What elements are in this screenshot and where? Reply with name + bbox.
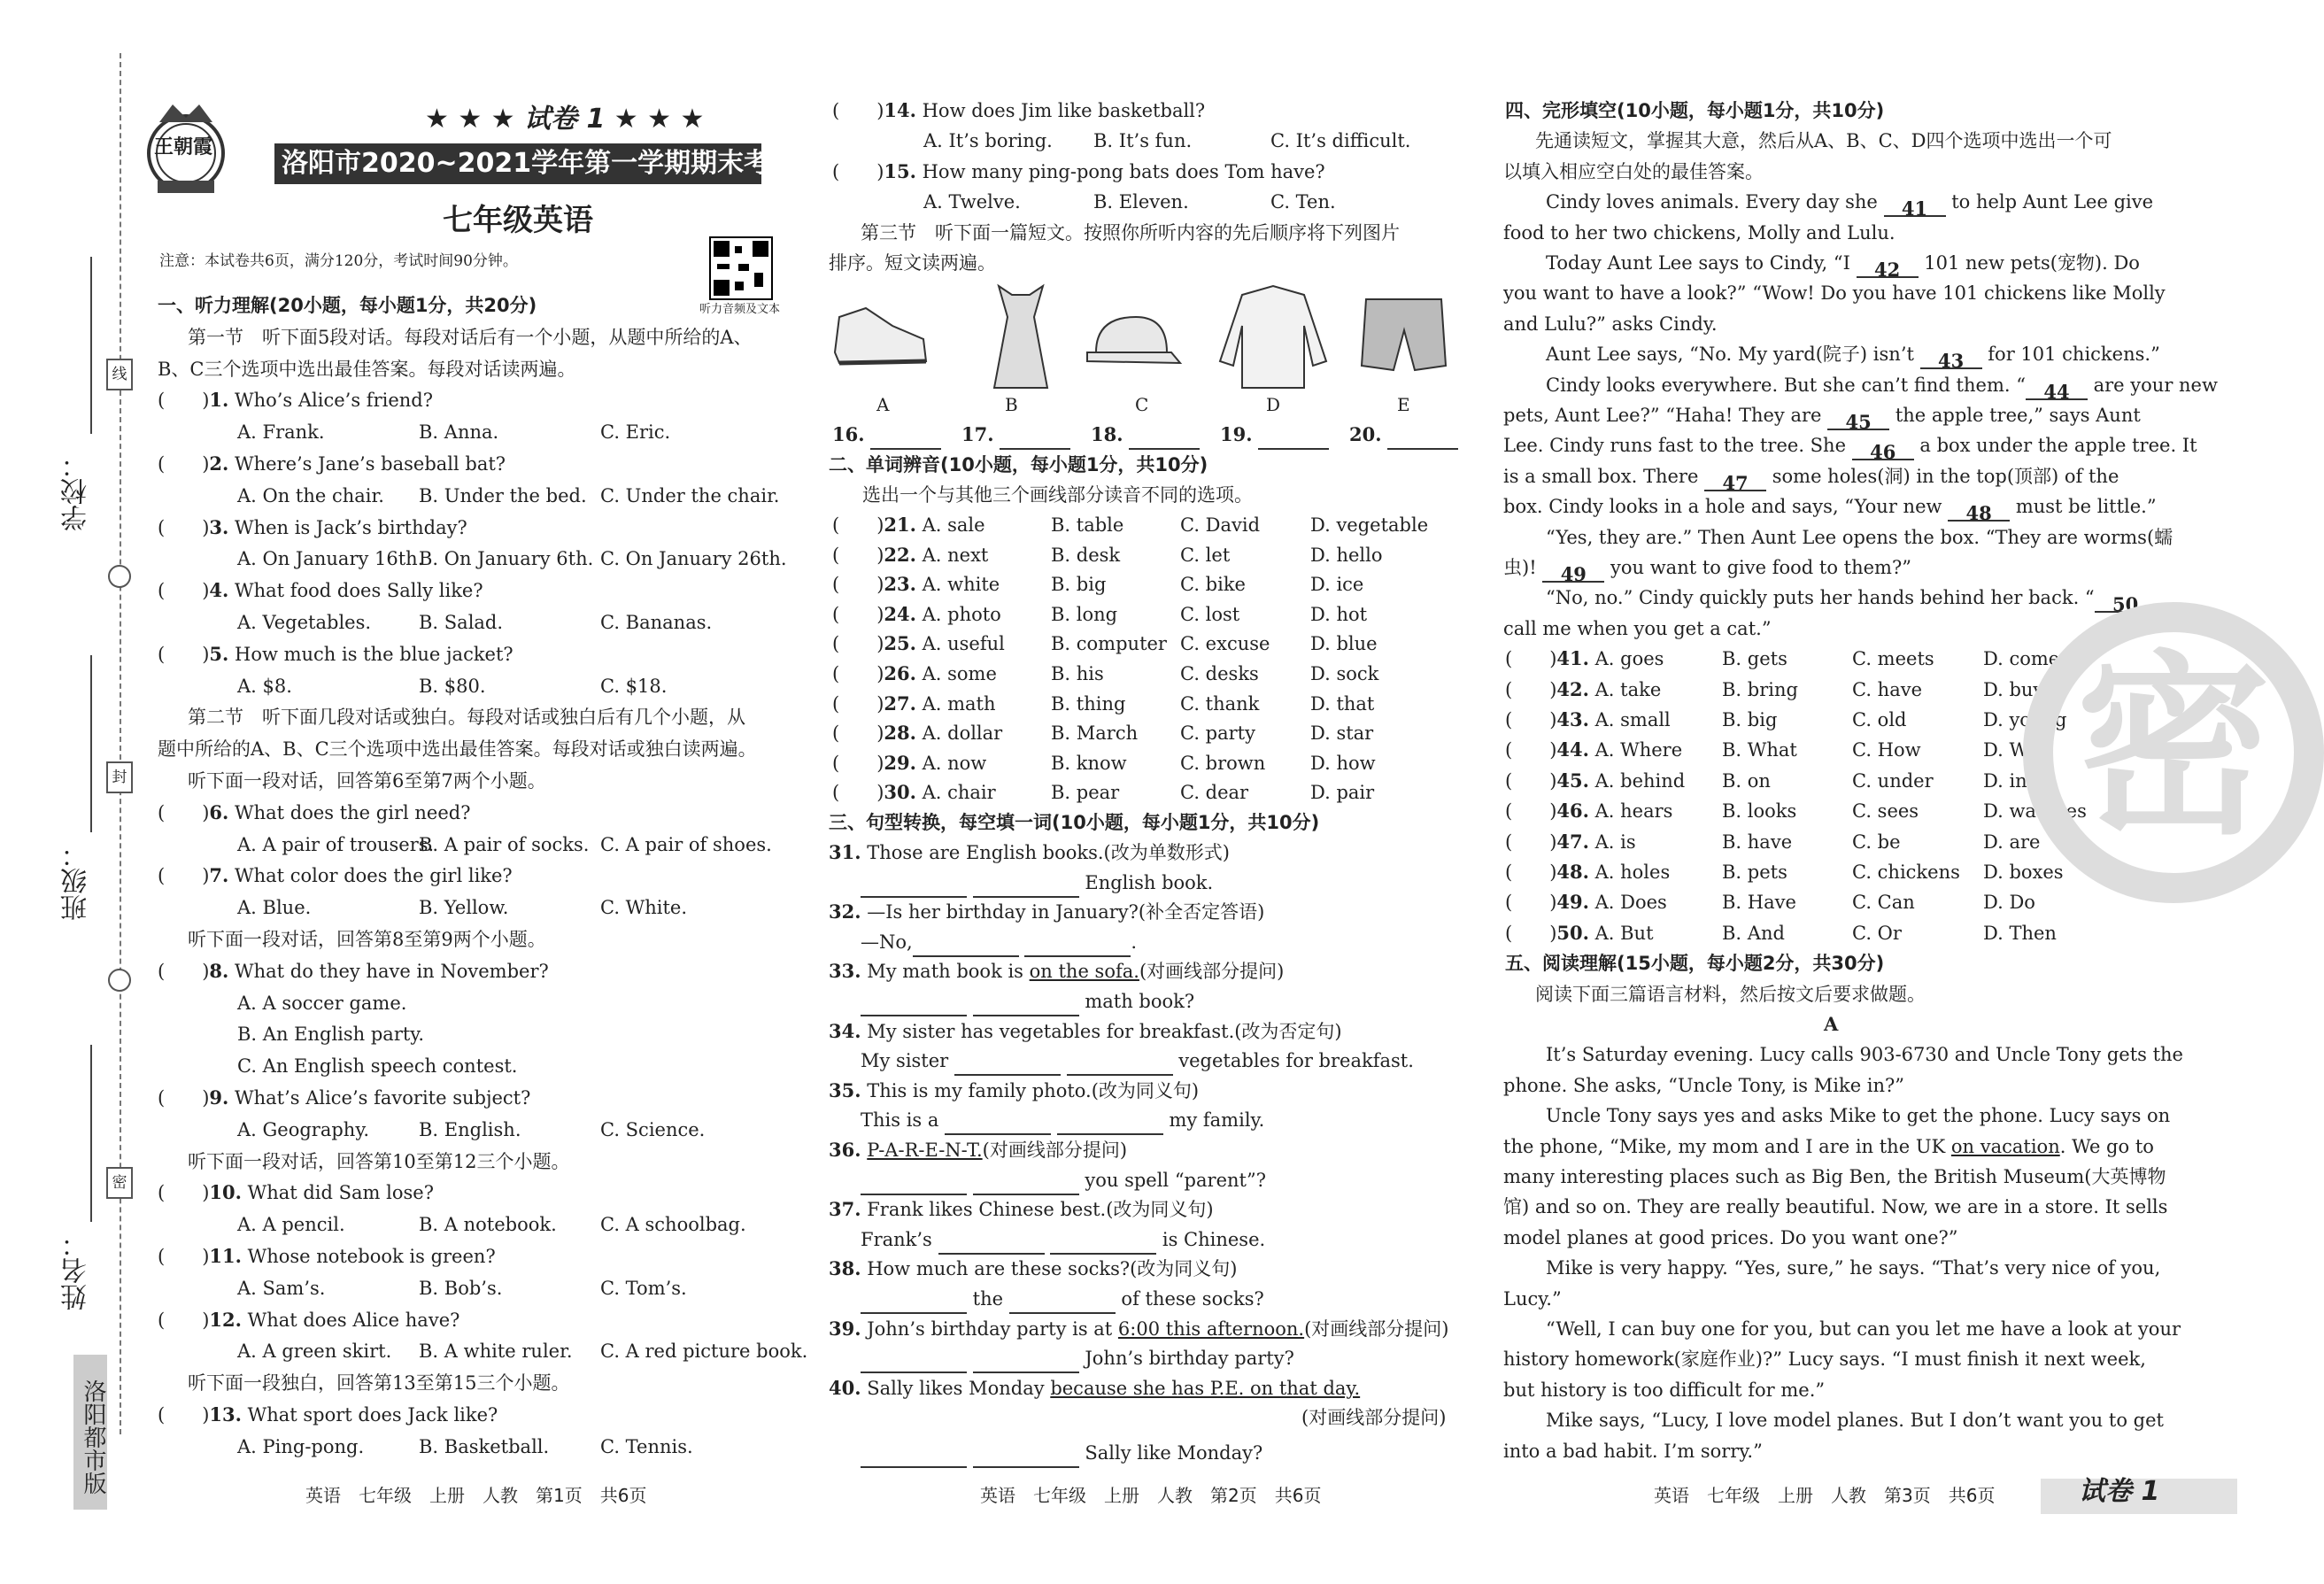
- answer-blank: English book.: [861, 868, 1213, 898]
- answer-blank: John’s birthday party?: [861, 1343, 1294, 1373]
- passage-line: Lucy.”: [1503, 1287, 1562, 1310]
- school-label: 学校：: [61, 452, 92, 531]
- answer-option: C. party: [1180, 722, 1255, 745]
- answer-option: C. old: [1852, 709, 1907, 730]
- question-13: ( )13. What sport does Jack like?: [158, 1403, 498, 1426]
- question-29: ( )29. A. now: [832, 751, 987, 774]
- section-heading: 四、完形填空(10小题，每小题1分，共10分): [1505, 100, 1885, 121]
- cloze-line: Aunt Lee says, “No. My yard(院子) isn’t 43 for 101 chickens.”: [1546, 344, 2160, 373]
- answer-option: A. Vegetables.: [237, 612, 372, 633]
- cap-picture: [1087, 317, 1180, 363]
- answer-option: C. under: [1852, 769, 1934, 792]
- cloze-line: Cindy looks everywhere. But she can’t find them. “ 44 are your new: [1546, 374, 2218, 403]
- answer-option: B. pear: [1051, 782, 1120, 804]
- answer-option: D. are: [1983, 831, 2041, 853]
- answer-option: C. $18.: [600, 675, 668, 697]
- question-36: 36. P-A-R-E-N-T.(对画线部分提问): [829, 1139, 1128, 1161]
- shorts-picture: [1362, 299, 1446, 370]
- answer-option: C. thank: [1180, 692, 1260, 715]
- answer-option: C. desks: [1180, 663, 1259, 684]
- order-blank-18: 18.: [1091, 420, 1200, 450]
- cut-line: [120, 53, 121, 1434]
- question-43: ( )43. A. small: [1505, 708, 1671, 730]
- instruction: 排序。短文读两遍。: [829, 252, 996, 274]
- answer-option: C. David: [1180, 514, 1261, 536]
- passage-line: model planes at good prices. Do you want one?”: [1503, 1226, 1958, 1248]
- answer-option: B. A white ruler.: [419, 1341, 573, 1363]
- answer-option: C. brown: [1180, 752, 1266, 774]
- answer-option: D. that: [1310, 692, 1375, 715]
- section-heading: 三、句型转换，每空填一词(10小题，每小题1分，共10分): [829, 812, 1320, 833]
- answer-option: C. Tennis.: [600, 1435, 693, 1457]
- answer-option: B. A pair of socks.: [419, 833, 590, 855]
- answer-option: D. buy: [1983, 678, 2044, 700]
- answer-option: B. Anna.: [419, 421, 499, 444]
- answer-option: D. Then: [1983, 922, 2057, 944]
- answer-blank: Frank’s is Chinese.: [861, 1225, 1265, 1255]
- question-11: ( )11. Whose notebook is green?: [158, 1245, 496, 1267]
- shoes-picture: [835, 308, 926, 363]
- instruction: 第二节 听下面几段对话或独白。每段对话或独白后有几个小题，从: [188, 707, 745, 729]
- cloze-line: call me when you get a cat.”: [1503, 617, 1772, 639]
- instruction: 阅读下面三篇语言材料，然后按文后要求做题。: [1535, 983, 1926, 1005]
- footer-tag: 试卷 1: [2079, 1476, 2160, 1507]
- answer-option: B. his: [1051, 663, 1104, 684]
- instruction: 先通读短文，掌握其大意，然后从A、B、C、D四个选项中选出一个可: [1535, 130, 2112, 152]
- cloze-line: “Yes, they are.” Then Aunt Lee opens the box. “They are worms(蠕: [1546, 526, 2173, 548]
- passage-line: Mike is very happy. “Yes, sure,” he says. “That’s very nice of you,: [1546, 1257, 2161, 1279]
- answer-blank: math book?: [861, 986, 1194, 1016]
- answer-option: D. vegetable: [1310, 514, 1429, 536]
- order-blank-20: 20.: [1349, 420, 1458, 450]
- question-40: 40. Sally likes Monday because she has P.E. on that day.: [829, 1376, 1361, 1399]
- question-45: ( )45. A. behind: [1505, 769, 1686, 792]
- instruction: 选出一个与其他三个画线部分读音不同的选项。: [862, 484, 1253, 506]
- answer-option: B. bring: [1722, 678, 1798, 700]
- answer-option: B. Eleven.: [1093, 191, 1189, 213]
- answer-option: B. big: [1051, 574, 1107, 596]
- instruction: 第三节 听下面一篇短文。按照你所听内容的先后顺序将下列图片: [861, 221, 1400, 243]
- answer-option: D. sock: [1310, 663, 1379, 684]
- edition-label: 洛阳都市版: [73, 1355, 107, 1510]
- answer-option: B. thing: [1051, 692, 1126, 715]
- answer-option: C. lost: [1180, 603, 1240, 625]
- order-blanks: [830, 420, 1450, 450]
- question-9: ( )9. What’s Alice’s favorite subject?: [158, 1086, 531, 1109]
- answer-option: C. be: [1852, 831, 1901, 853]
- answer-option: B. long: [1051, 603, 1118, 625]
- instruction: 听下面一段对话，回答第10至第12三个小题。: [188, 1150, 570, 1172]
- answer-option: B. On January 6th.: [419, 548, 594, 570]
- cloze-line: you want to have a look?” “Wow! Do you have 101 chickens like Molly: [1503, 282, 2166, 305]
- question-47: ( )47. A. is: [1505, 830, 1636, 853]
- answer-option: C. sees: [1852, 800, 1919, 823]
- answer-blank: Sally like Monday?: [861, 1438, 1262, 1468]
- answer-option: A. A pencil.: [237, 1214, 345, 1236]
- question-35: 35. This is my family photo.(改为同义句): [829, 1078, 1200, 1101]
- instruction: 以填入相应空白处的最佳答案。: [1503, 160, 1764, 182]
- answer-option: B. Under the bed.: [419, 484, 587, 506]
- answer-option: B. Salad.: [419, 612, 504, 633]
- clothing-pictures: [830, 282, 1450, 397]
- answer-option: D. ice: [1310, 574, 1364, 596]
- answer-option: C. Eric.: [600, 421, 671, 444]
- footer-page-2: 英语 七年级 上册 人教 第2页 共6页: [980, 1485, 1322, 1506]
- name-label: 姓名：: [61, 1231, 92, 1310]
- question-8: ( )8. What do they have in November?: [158, 959, 549, 982]
- picture-label-d: D: [1266, 394, 1281, 415]
- class-label: 班级：: [61, 841, 92, 921]
- answer-option: A. Sam’s.: [237, 1277, 326, 1299]
- question-22: ( )22. A. next: [832, 543, 989, 566]
- school-line: [90, 257, 92, 434]
- answer-option: D. young: [1983, 709, 2067, 730]
- answer-option: D. pair: [1310, 782, 1375, 804]
- answer-option: B. Bob’s.: [419, 1277, 503, 1299]
- answer-option: B. computer: [1051, 633, 1167, 655]
- name-line: [90, 1045, 92, 1222]
- question-31: 31. Those are English books.(改为单数形式): [829, 841, 1230, 863]
- cloze-line: food to her two chickens, Molly and Lulu.: [1503, 221, 1895, 243]
- cloze-line: “No, no.” Cindy quickly puts her hands behind her back. “ 50: [1546, 583, 2157, 613]
- instruction: 听下面一段独白，回答第13至第15三个小题。: [188, 1372, 570, 1395]
- question-32: 32. —Is her birthday in January?(补全否定答语): [829, 900, 1265, 923]
- question-28: ( )28. A. dollar: [832, 722, 1003, 745]
- question-25: ( )25. A. useful: [832, 632, 1005, 655]
- question-23: ( )23. A. white: [832, 573, 1000, 596]
- answer-option: A. A pair of trousers.: [237, 833, 435, 855]
- question-6: ( )6. What does the girl need?: [158, 800, 471, 823]
- cloze-line: is a small box. There 47 some holes(洞) in the top(顶部) of the: [1503, 465, 2119, 494]
- answer-blank: the of these socks?: [861, 1284, 1264, 1314]
- passage-line: the phone, “Mike, my mom and I are in the UK on vacation. We go to: [1503, 1135, 2154, 1157]
- answer-option: C. have: [1852, 678, 1923, 700]
- sweater-picture: [1220, 286, 1326, 388]
- paper-series: ★ ★ ★ 试卷 1 ★ ★ ★: [425, 104, 705, 135]
- qr-code[interactable]: [708, 237, 779, 299]
- order-blank-17: 17.: [961, 420, 1070, 450]
- question-2: ( )2. Where’s Jane’s baseball bat?: [158, 452, 506, 475]
- answer-option: B. on: [1722, 769, 1771, 792]
- cloze-line: Cindy loves animals. Every day she 41 to help Aunt Lee give: [1546, 191, 2154, 220]
- answer-blank: you spell “parent”?: [861, 1165, 1266, 1195]
- question-7: ( )7. What color does the girl like?: [158, 864, 513, 887]
- answer-option: A. A soccer game.: [237, 992, 407, 1014]
- answer-option: C. Bananas.: [600, 612, 713, 633]
- question-4: ( )4. What food does Sally like?: [158, 579, 483, 602]
- answer-option: C. White.: [600, 897, 688, 919]
- answer-option: A. Frank.: [237, 421, 325, 444]
- question-39: 39. John’s birthday party is at 6:00 this afternoon.(对画线部分提问): [829, 1317, 1449, 1340]
- instruction: 听下面一段对话，回答第6至第7两个小题。: [188, 770, 546, 792]
- instruction: 第一节 听下面5段对话。每段对话后有一个小题，从题中所给的A、: [188, 326, 753, 348]
- passage-line: many interesting places such as Big Ben, the British Museum(大英博物: [1503, 1166, 2166, 1187]
- question-46: ( )46. A. hears: [1505, 800, 1673, 823]
- dress-picture: [994, 286, 1047, 388]
- cloze-line: and Lulu?” asks Cindy.: [1503, 313, 1718, 335]
- question-5: ( )5. How much is the blue jacket?: [158, 642, 513, 665]
- passage-line: into a bad habit. I’m sorry.”: [1503, 1440, 1763, 1462]
- section-heading: 二、单词辨音(10小题，每小题1分，共10分): [829, 454, 1208, 475]
- cloze-line: box. Cindy looks in a hole and says, “Your new 48 must be little.”: [1503, 496, 2157, 525]
- question-30: ( )30. A. chair: [832, 781, 996, 804]
- answer-option: C. Tom’s.: [600, 1277, 687, 1299]
- answer-option: B. March: [1051, 722, 1139, 745]
- answer-option: B. Have: [1722, 892, 1796, 914]
- passage-line: It’s Saturday evening. Lucy calls 903-6730 and Uncle Tony gets the: [1546, 1044, 2183, 1066]
- answer-option: C. How: [1852, 739, 1921, 761]
- cloze-line: 虫)! 49 you want to give food to them?”: [1503, 557, 1911, 585]
- answer-option: D. watches: [1983, 800, 2087, 823]
- passage-line: phone. She asks, “Uncle Tony, is Mike in?”: [1503, 1074, 1905, 1096]
- answer-option: D. comes: [1983, 648, 2069, 670]
- answer-option: D. in: [1983, 769, 2027, 792]
- instruction: 题中所给的A、B、C三个选项中选出最佳答案。每段对话或独白读两遍。: [158, 738, 757, 761]
- picture-label-b: B: [1005, 394, 1018, 415]
- order-blank-16: 16.: [832, 420, 941, 450]
- answer-option: B. $80.: [419, 675, 486, 697]
- answer-option: D. Why: [1983, 739, 2051, 761]
- instruction: (对画线部分提问): [1301, 1407, 1447, 1429]
- answer-blank: —No, .: [861, 927, 1137, 957]
- question-38: 38. How much are these socks?(改为同义句): [829, 1257, 1238, 1280]
- answer-option: B. gets: [1722, 648, 1787, 670]
- answer-option: C. A red picture book.: [600, 1341, 808, 1363]
- binding-hole: [108, 565, 131, 588]
- question-41: ( )41. A. goes: [1505, 647, 1664, 670]
- binding-hole: [108, 969, 131, 992]
- question-42: ( )42. A. take: [1505, 677, 1662, 700]
- question-37: 37. Frank likes Chinese best.(改为同义句): [829, 1198, 1214, 1221]
- answer-option: D. blue: [1310, 633, 1378, 655]
- question-26: ( )26. A. some: [832, 662, 997, 684]
- question-48: ( )48. A. holes: [1505, 861, 1671, 883]
- section-heading: 一、听力理解(20小题，每小题1分，共20分): [158, 295, 537, 316]
- answer-option: A. A green skirt.: [237, 1341, 392, 1363]
- answer-option: C. dear: [1180, 782, 1249, 804]
- line-mark: 线: [106, 359, 133, 390]
- answer-blank: This is a my family.: [861, 1105, 1264, 1135]
- footer-page-3: 英语 七年级 上册 人教 第3页 共6页: [1654, 1485, 1996, 1506]
- answer-option: A. Ping-pong.: [237, 1435, 365, 1457]
- instruction: B、C三个选项中选出最佳答案。每段对话读两遍。: [158, 358, 576, 380]
- answer-option: D. how: [1310, 752, 1376, 774]
- answer-option: C. meets: [1852, 648, 1934, 670]
- answer-option: C. Science.: [600, 1118, 706, 1140]
- secret-mark: 密: [106, 1167, 133, 1199]
- question-49: ( )49. A. Does: [1505, 891, 1667, 914]
- passage-line: “Well, I can buy one for you, but can you let me have a look at your: [1546, 1318, 2181, 1340]
- answer-option: D. boxes: [1983, 862, 2064, 883]
- question-24: ( )24. A. photo: [832, 602, 1001, 625]
- answer-option: B. An English party.: [237, 1024, 425, 1046]
- exam-title: 洛阳市2020~2021学年第一学期期末考试试卷: [274, 143, 761, 184]
- answer-blank: My sister vegetables for breakfast.: [861, 1046, 1414, 1076]
- answer-option: C. chickens: [1852, 862, 1960, 883]
- question-44: ( )44. A. Where: [1505, 738, 1683, 761]
- answer-option: B. English.: [419, 1118, 521, 1140]
- answer-option: C. let: [1180, 544, 1231, 566]
- question-14: ( )14. How does Jim like basketball?: [832, 99, 1206, 121]
- answer-option: B. A notebook.: [419, 1214, 557, 1236]
- answer-option: D. hello: [1310, 544, 1383, 566]
- answer-option: A. Blue.: [237, 897, 312, 919]
- answer-option: B. And: [1722, 922, 1785, 944]
- answer-option: B. pets: [1722, 862, 1787, 883]
- answer-option: C. bike: [1180, 574, 1246, 596]
- answer-option: B. have: [1722, 831, 1793, 853]
- passage-label: A: [1824, 1013, 1839, 1035]
- answer-option: B. Yellow.: [419, 897, 509, 919]
- answer-option: C. A schoolbag.: [600, 1214, 746, 1236]
- order-blank-19: 19.: [1220, 420, 1329, 450]
- answer-option: A. It’s boring.: [923, 130, 1053, 152]
- question-50: ( )50. A. But: [1505, 921, 1654, 944]
- answer-option: B. It’s fun.: [1093, 130, 1193, 152]
- answer-option: A. $8.: [237, 675, 292, 697]
- question-3: ( )3. When is Jack’s birthday?: [158, 515, 467, 538]
- brand-logo: 王朝霞: [142, 96, 230, 202]
- class-line: [90, 655, 92, 832]
- question-10: ( )10. What did Sam lose?: [158, 1181, 434, 1204]
- picture-label-c: C: [1135, 394, 1149, 415]
- seal-mark: 封: [106, 761, 133, 793]
- question-1: ( )1. Who’s Alice’s friend?: [158, 389, 433, 412]
- cloze-line: Lee. Cindy runs fast to the tree. She 46 a box under the apple tree. It: [1503, 435, 2197, 464]
- answer-option: D. hot: [1310, 603, 1368, 625]
- answer-option: A. On January 16th.: [237, 548, 424, 570]
- passage-line: Mike says, “Lucy, I love model planes. But I don’t want you to get: [1546, 1410, 2164, 1432]
- answer-option: C. Can: [1852, 892, 1915, 914]
- cloze-line: pets, Aunt Lee?” “Haha! They are 45 the apple tree,” says Aunt: [1503, 405, 2141, 433]
- question-27: ( )27. A. math: [832, 692, 996, 715]
- footer-page-1: 英语 七年级 上册 人教 第1页 共6页: [305, 1485, 647, 1506]
- answer-option: D. star: [1310, 722, 1374, 745]
- passage-line: 馆) and so on. They are really beautiful. Now, we are in a store. It sells: [1503, 1196, 2168, 1218]
- answer-option: B. Basketball.: [419, 1435, 550, 1457]
- exam-note: 注意：本试卷共6页，满分120分，考试时间90分钟。: [159, 252, 518, 270]
- passage-line: Uncle Tony says yes and asks Mike to get the phone. Lucy says on: [1546, 1105, 2171, 1127]
- secret-watermark: 密: [2023, 602, 2324, 903]
- instruction: 听下面一段对话，回答第8至第9两个小题。: [188, 929, 546, 950]
- answer-option: B. desk: [1051, 544, 1121, 566]
- section-heading: 五、阅读理解(15小题，每小题2分，共30分): [1505, 953, 1885, 975]
- question-21: ( )21. A. sale: [832, 514, 985, 536]
- answer-option: C. Or: [1852, 922, 1902, 944]
- question-33: 33. My math book is on the sofa.(对画线部分提问): [829, 960, 1285, 983]
- answer-option: A. Geography.: [237, 1118, 370, 1140]
- passage-line: but history is too difficult for me.”: [1503, 1379, 1826, 1401]
- answer-option: C. Under the chair.: [600, 484, 780, 506]
- answer-option: C. It’s difficult.: [1270, 130, 1411, 152]
- answer-option: B. What: [1722, 739, 1797, 761]
- picture-label-e: E: [1397, 394, 1410, 415]
- answer-option: C. Ten.: [1270, 191, 1336, 213]
- answer-option: C. On January 26th.: [600, 548, 787, 570]
- question-34: 34. My sister has vegetables for breakfast.(改为否定句): [829, 1019, 1342, 1042]
- answer-option: B. big: [1722, 709, 1778, 730]
- answer-option: B. table: [1051, 514, 1124, 536]
- question-12: ( )12. What does Alice have?: [158, 1308, 460, 1331]
- qr-caption: 听力音频及文本: [699, 303, 781, 316]
- answer-option: B. looks: [1722, 800, 1797, 823]
- cloze-line: Today Aunt Lee says to Cindy, “I 42 101 new pets(宠物). Do: [1546, 252, 2140, 281]
- answer-option: C. An English speech contest.: [237, 1055, 518, 1078]
- picture-label-a: A: [876, 394, 890, 415]
- subject-title: 七年级英语: [443, 203, 593, 238]
- answer-option: C. excuse: [1180, 633, 1270, 655]
- answer-option: A. Twelve.: [923, 191, 1021, 213]
- answer-option: D. Do: [1983, 892, 2035, 914]
- passage-line: history homework(家庭作业)?” Lucy says. “I must finish it next week,: [1503, 1348, 2146, 1371]
- question-15: ( )15. How many ping-pong bats does Tom have?: [832, 159, 1325, 182]
- answer-option: C. A pair of shoes.: [600, 833, 772, 855]
- answer-option: A. On the chair.: [237, 484, 384, 506]
- answer-option: B. know: [1051, 752, 1127, 774]
